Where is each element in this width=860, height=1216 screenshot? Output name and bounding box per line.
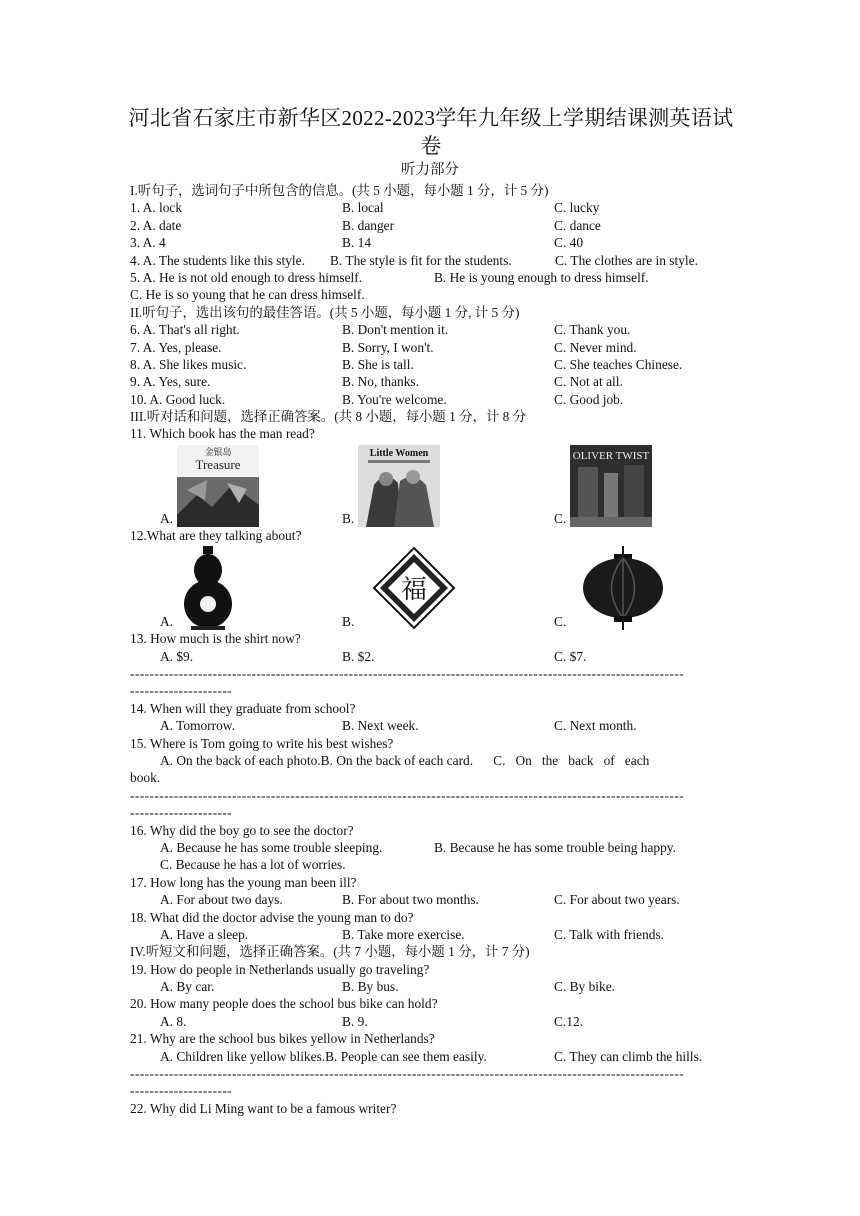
question-row: 3. A. 4 B. 14 C. 40 [130, 235, 584, 251]
listening-heading: 听力部分 [401, 162, 459, 178]
question-row: 5. A. He is not old enough to dress himself. B. He is young enough to dress himself. [130, 269, 649, 285]
divider: ------------------------------------------------------------------------------------------------------------------ [130, 1066, 684, 1082]
q11-picture-options [130, 443, 730, 527]
section-3-heading: III.听对话和问题，选择正确答案。(共 8 小题，每小题 1 分，计 8 分 [130, 409, 527, 425]
question-row: 1. A. lock B. local C. lucky [130, 200, 600, 216]
divider: --------------------- [130, 683, 233, 699]
svg-text:金银岛: 金银岛 [204, 447, 232, 458]
divider: ------------------------------------------------------------------------------------------------------------------ [130, 787, 684, 803]
section-1-heading: I.听句子，选词句子中所包含的信息。(共 5 小题，每小题 1 分，计 5 分) [130, 183, 549, 198]
section-4-heading: IV.听短文和问题，选择正确答案。(共 7 小题，每小题 1 分，计 7 分) [130, 944, 530, 960]
question-stem: 16. Why did the boy go to see the doctor? [130, 822, 354, 838]
options-row: A. For about two days. B. For about two months. C. For about two years. [160, 892, 680, 908]
option-a: A. 金银岛 Treasure [130, 445, 342, 527]
svg-text:福: 福 [401, 575, 428, 606]
question-stem: 11. Which book has the man read? [130, 426, 315, 442]
oliver-twist-book-icon [570, 445, 652, 527]
question-stem: 15. Where is Tom going to write his best wishes? [130, 735, 394, 751]
options-row: A. By car. B. By bus. C. By bike. [160, 979, 616, 995]
question-stem: 13. How much is the shirt now? [130, 631, 301, 647]
question-stem: 18. What did the doctor advise the young man to do? [130, 909, 414, 925]
question-row: 10. A. Good luck. B. You're welcome. C. Good job. [130, 391, 624, 407]
option-c: C. [554, 546, 730, 630]
divider: --------------------- [130, 1083, 233, 1099]
little-women-book-icon [358, 445, 440, 527]
treasure-island-book-icon [177, 445, 259, 527]
question-stem: 21. Why are the school bus bikes yellow in Netherlands? [130, 1031, 435, 1047]
question-line: C. He is so young that he can dress himself. [130, 287, 365, 303]
option-b: B. Little Women [342, 445, 554, 527]
svg-text:Treasure: Treasure [195, 456, 241, 472]
svg-text:Little Women: Little Women [370, 447, 429, 459]
options-row: A. $9. B. $2. C. $7. [160, 648, 587, 664]
section-2-heading: II.听句子，选出该句的最佳答语。(共 5 小题，每小题 1 分, 计 5 分) [130, 304, 520, 320]
question-stem: 22. Why did Li Ming want to be a famous writer? [130, 1100, 397, 1116]
q12-picture-options [130, 544, 730, 630]
fu-character-icon [372, 546, 456, 630]
exam-page [128, 104, 734, 1117]
question-row: 7. A. Yes, please. B. Sorry, I won't. C. Never mind. [130, 339, 637, 355]
divider: ------------------------------------------------------------------------------------------------------------------ [130, 666, 684, 682]
question-stem: 14. When will they graduate from school? [130, 700, 356, 716]
question-stem: 19. How do people in Netherlands usually go traveling? [130, 961, 430, 977]
options-row: A. Have a sleep. B. Take more exercise. C. Talk with friends. [160, 926, 665, 942]
question-row: 9. A. Yes, sure. B. No, thanks. C. Not at all. [130, 374, 623, 390]
svg-text:OLIVER TWIST: OLIVER TWIST [573, 449, 650, 462]
option-b: B. 福 [342, 546, 554, 630]
options-row: A. Tomorrow. B. Next week. C. Next month. [160, 718, 637, 734]
options-row: A. Because he has some trouble sleeping. B. Because he has some trouble being happy. [160, 839, 676, 855]
question-stem: 17. How long has the young man been ill? [130, 874, 357, 890]
options-line: A. On the back of each photo.B. On the back of each card. C. On the back of each [160, 752, 650, 768]
question-stem: 12.What are they talking about? [130, 527, 302, 543]
question-row: 6. A. That's all right. B. Don't mention it. C. Thank you. [130, 322, 631, 338]
question-row: 4. A. The students like this style. B. The style is fit for the students. C. The clothes are in style. [130, 252, 698, 268]
question-stem: 20. How many people does the school bus bike can hold? [130, 996, 438, 1012]
options-row: A. Children like yellow blikes.B. People can see them easily. C. They can climb the hills. [160, 1048, 703, 1064]
lantern-icon [580, 546, 666, 630]
gourd-vase-icon [177, 546, 239, 630]
options-row: A. 8. B. 9. C.12. [160, 1013, 584, 1029]
question-row: 8. A. She likes music. B. She is tall. C. She teaches Chinese. [130, 356, 683, 372]
option-c: C. OLIVER TWIST [554, 445, 730, 527]
option-a: A. [130, 546, 342, 630]
divider: --------------------- [130, 805, 233, 821]
options-continuation: book. [130, 770, 161, 786]
question-row: 2. A. date B. danger C. dance [130, 217, 601, 233]
options-line: C. Because he has a lot of worries. [160, 857, 346, 873]
exam-title: 河北省石家庄市新华区2022-2023学年九年级上学期结课测英语试卷 [128, 106, 734, 158]
